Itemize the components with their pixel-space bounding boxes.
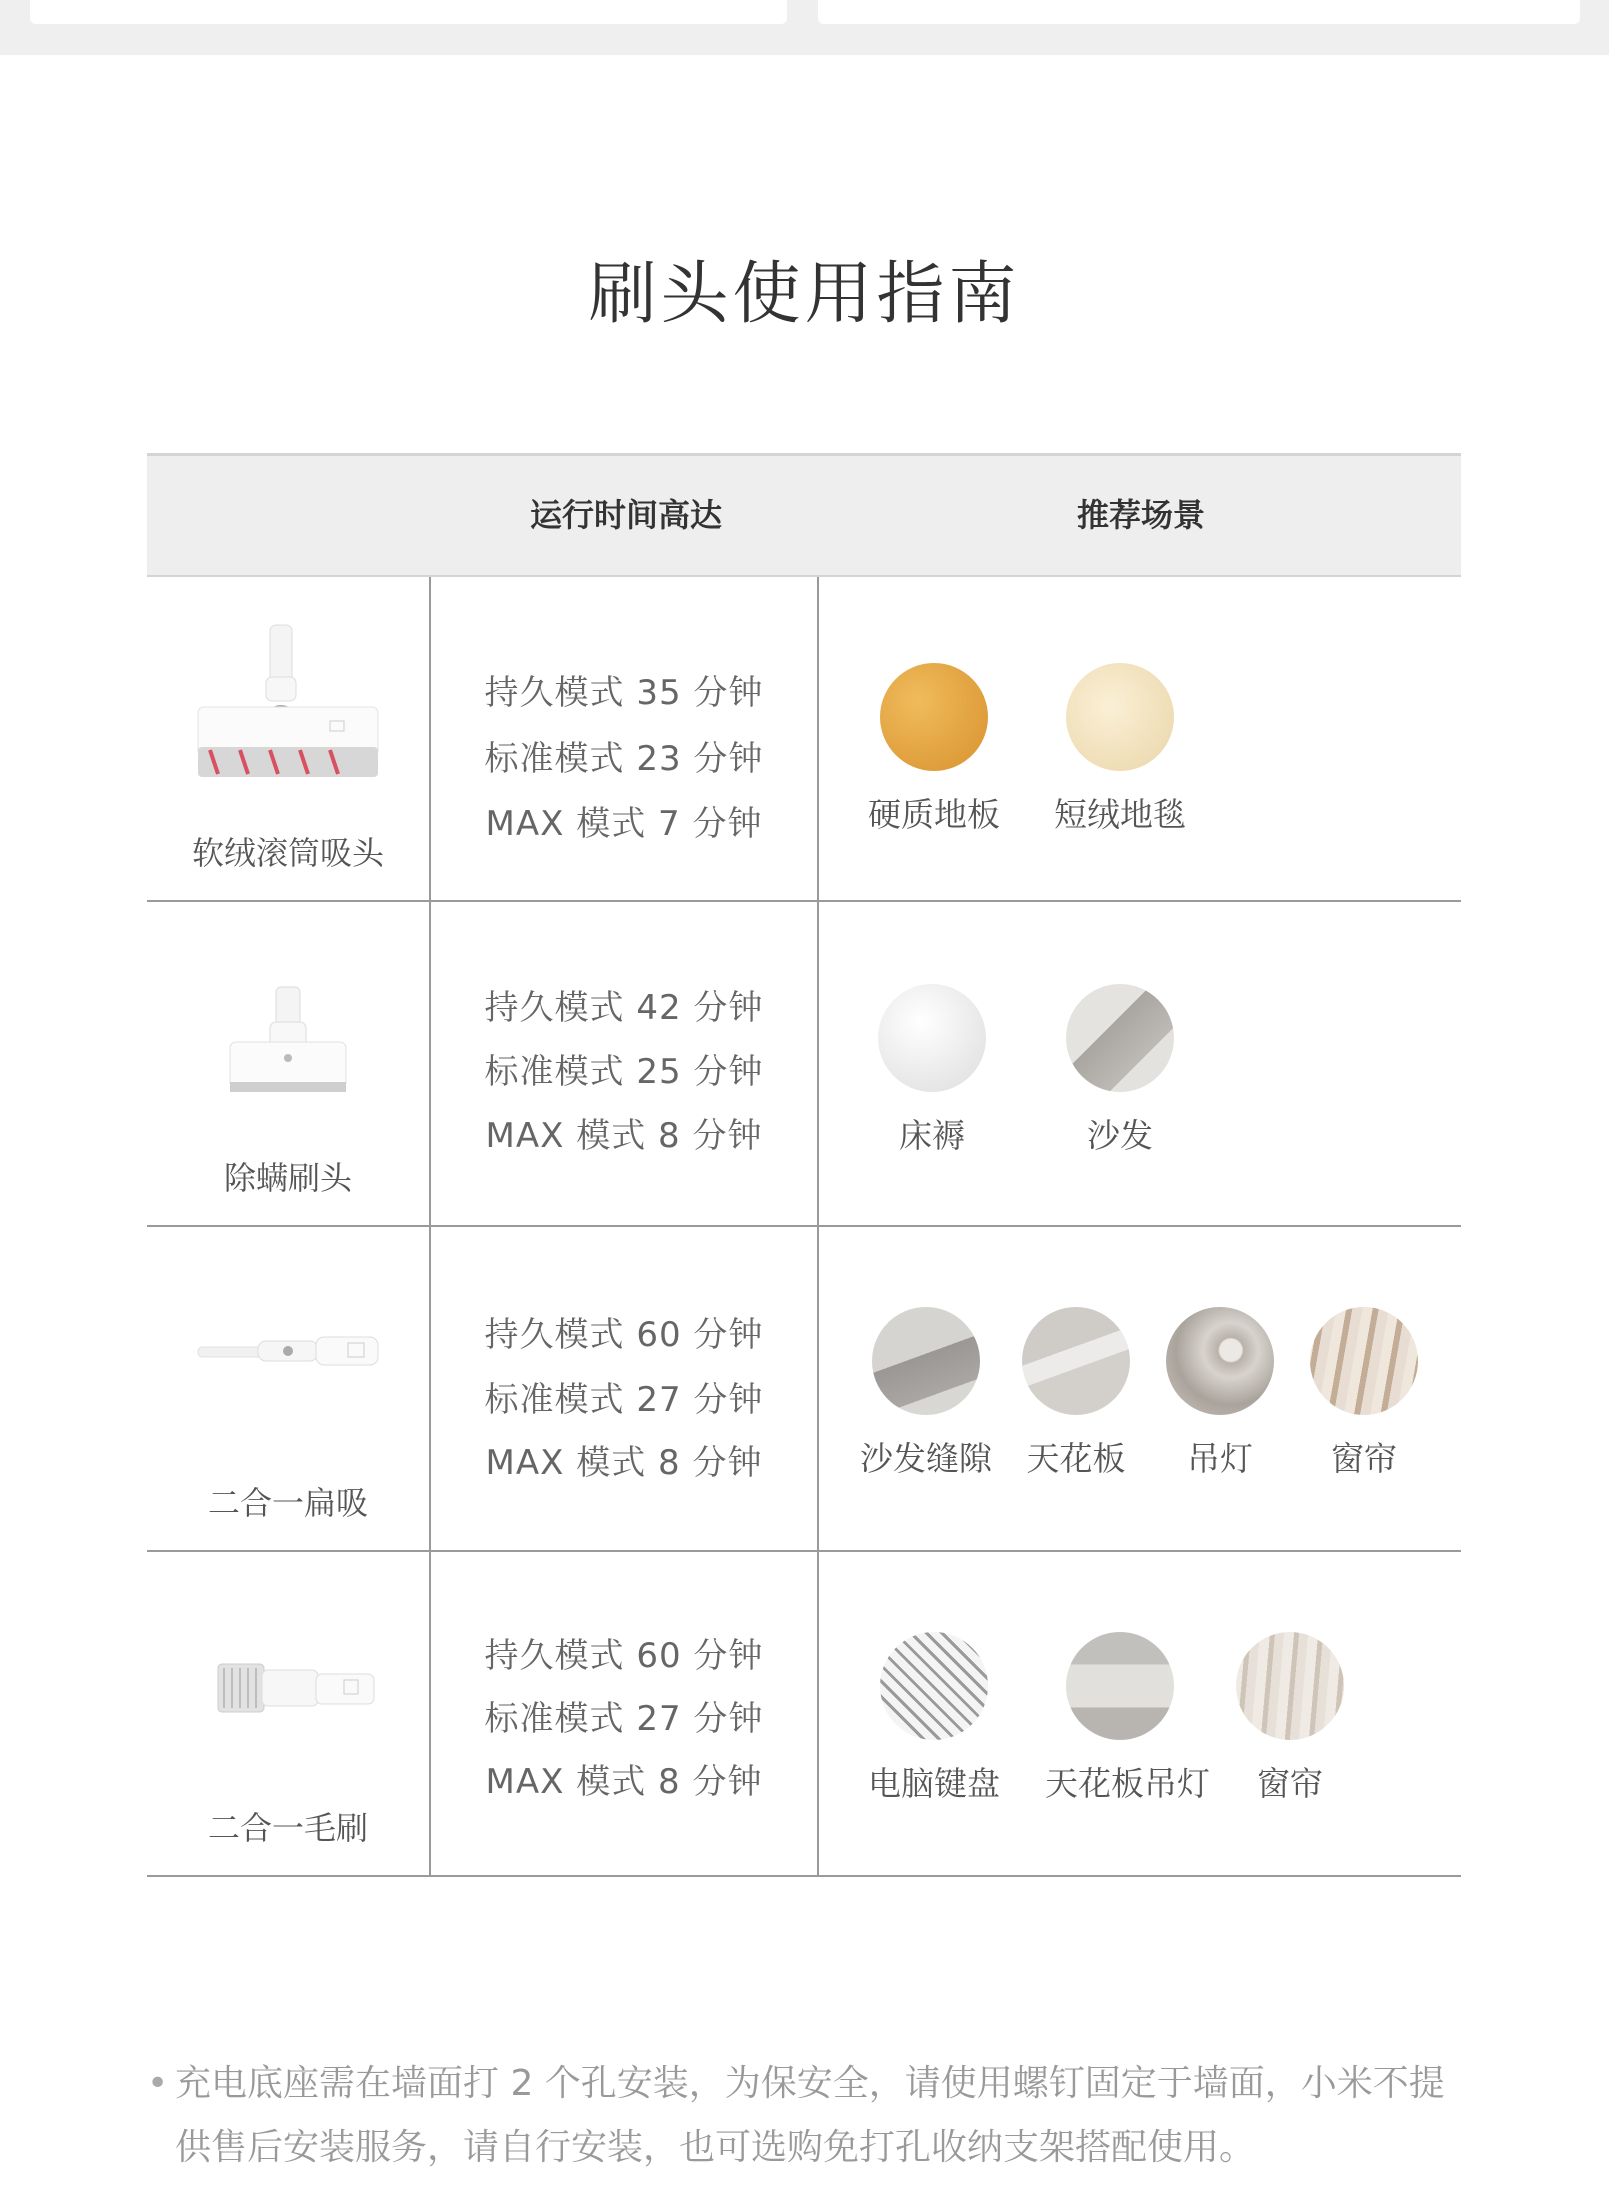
scene-label: 窗帘: [1257, 1764, 1323, 1803]
scene-item: [1289, 1307, 1439, 1480]
brush-name: 除螨刷头: [223, 1159, 352, 1197]
brush-name: 二合一扁吸: [207, 1484, 368, 1522]
curtain-icon: [1310, 1307, 1418, 1415]
scene-item: [859, 663, 1009, 836]
header-runtime: 运行时间高达: [529, 496, 722, 534]
scene-label: 沙发缝隙: [860, 1439, 992, 1478]
brush-name: 软绒滚筒吸头: [191, 834, 384, 872]
scene-label: 天花板: [1026, 1439, 1126, 1478]
runtime-max: MAX 模式 8 分钟: [485, 1443, 763, 1483]
brush-name: 二合一毛刷: [207, 1809, 368, 1847]
ceiling-icon: [1022, 1307, 1130, 1415]
scene-label: 窗帘: [1331, 1439, 1397, 1478]
runtime-standard: 标准模式 25 分钟: [484, 1052, 764, 1092]
runtime-max: MAX 模式 7 分钟: [485, 804, 763, 844]
runtime-standard: 标准模式 27 分钟: [484, 1699, 764, 1739]
table-row: [147, 902, 1461, 1227]
hardwood-floor-icon: [880, 663, 988, 771]
brush-guide-table: [147, 453, 1461, 1871]
top-card-right: [818, 0, 1580, 24]
top-card-left: [30, 0, 787, 24]
brush-cell: [147, 1552, 429, 1875]
scene-item: [1045, 1632, 1210, 1805]
runtime-endurance: 持久模式 35 分钟: [484, 673, 764, 713]
scene-label: 天花板吊灯: [1045, 1764, 1210, 1803]
scene-item: [1001, 1307, 1151, 1480]
scene-cell: [819, 577, 1461, 900]
runtime-standard: 标准模式 27 分钟: [484, 1380, 764, 1420]
runtime-cell: [431, 902, 817, 1225]
brush-cell: [147, 1227, 429, 1550]
keyboard-icon: [880, 1632, 988, 1740]
curtain-icon: [1236, 1632, 1344, 1740]
short-carpet-icon: [1066, 663, 1174, 771]
table-row: [147, 1227, 1461, 1552]
scene-item: [1045, 663, 1195, 836]
scene-item: [1145, 1307, 1295, 1480]
brush-cell: [147, 577, 429, 900]
runtime-max: MAX 模式 8 分钟: [485, 1762, 763, 1802]
scene-item: [1215, 1632, 1365, 1805]
runtime-endurance: 持久模式 42 分钟: [484, 988, 764, 1028]
scene-label: 电脑键盘: [868, 1764, 1000, 1803]
runtime-endurance: 持久模式 60 分钟: [484, 1636, 764, 1676]
note-bullet: •: [147, 2063, 169, 2104]
installation-note: [147, 2052, 1467, 2180]
table-header: [147, 453, 1461, 577]
scene-label: 短绒地毯: [1054, 795, 1186, 834]
scene-cell: [819, 1552, 1461, 1875]
scene-item: [857, 984, 1007, 1157]
runtime-standard: 标准模式 23 分钟: [484, 739, 764, 779]
runtime-cell: [431, 1227, 817, 1550]
roller-brush-icon: [188, 617, 388, 797]
crevice-tool-icon: [188, 1267, 388, 1447]
scene-cell: [819, 902, 1461, 1225]
mattress-icon: [878, 984, 986, 1092]
mite-brush-icon: [188, 942, 388, 1122]
scene-label: 硬质地板: [868, 795, 1000, 834]
runtime-cell: [431, 577, 817, 900]
scene-label: 吊灯: [1187, 1439, 1253, 1478]
runtime-cell: [431, 1552, 817, 1875]
scene-cell: [819, 1227, 1461, 1550]
table-row: [147, 577, 1461, 902]
brush-cell: [147, 902, 429, 1225]
note-text: 充电底座需在墙面打 2 个孔安装，为保安全，请使用螺钉固定于墙面，小米不提供售后安装服务，请自行安装，也可选购免打孔收纳支架搭配使用。: [175, 2063, 1445, 2168]
sofa-icon: [1066, 984, 1174, 1092]
scene-item: [1045, 984, 1195, 1157]
top-strip: [0, 0, 1609, 55]
ceiling-lamp-icon: [1066, 1632, 1174, 1740]
chandelier-icon: [1166, 1307, 1274, 1415]
dust-brush-icon: [188, 1592, 388, 1772]
sofa-gap-icon: [872, 1307, 980, 1415]
scene-item: [851, 1307, 1001, 1480]
runtime-max: MAX 模式 8 分钟: [485, 1116, 763, 1156]
scene-item: [859, 1632, 1009, 1805]
page-title: 刷头使用指南: [588, 255, 1021, 334]
scene-label: 床褥: [899, 1116, 965, 1155]
runtime-endurance: 持久模式 60 分钟: [484, 1315, 764, 1355]
header-scene: 推荐场景: [1076, 496, 1205, 534]
scene-label: 沙发: [1087, 1116, 1153, 1155]
table-row: [147, 1552, 1461, 1877]
